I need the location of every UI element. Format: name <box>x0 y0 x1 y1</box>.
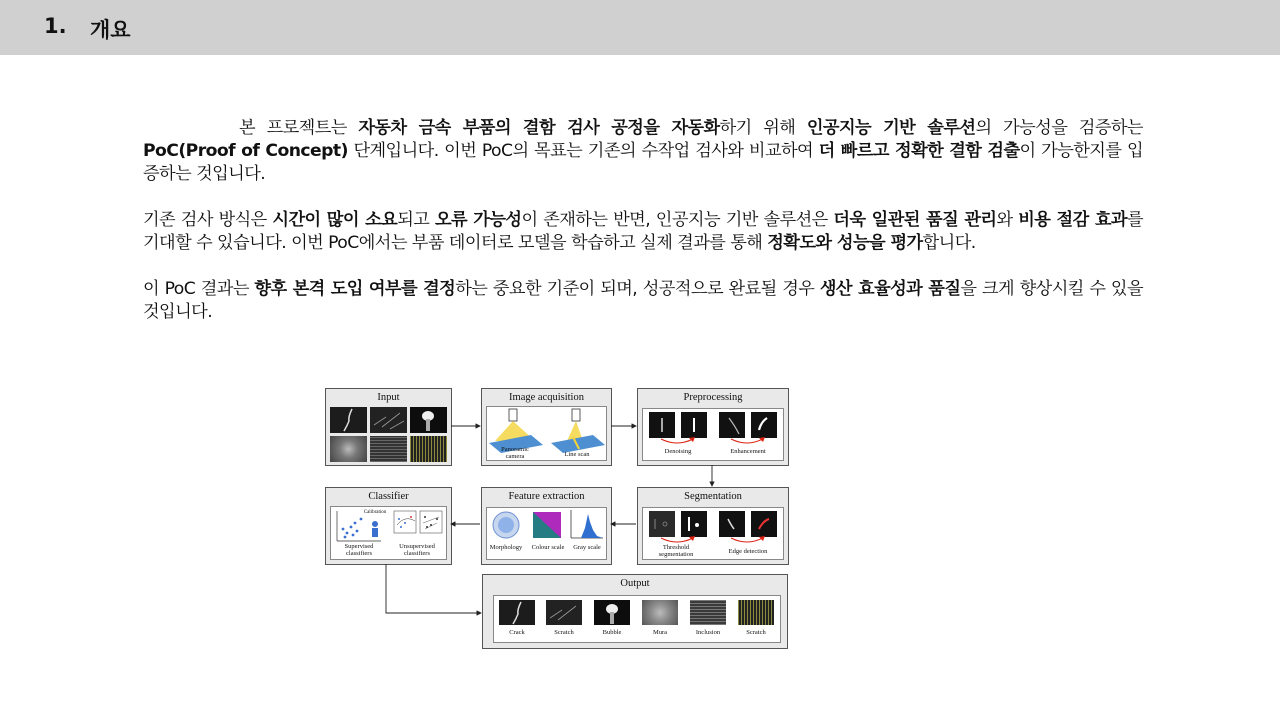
emphasis-text: 더욱 일관된 품질 관리 <box>833 210 997 230</box>
body-text-span: 기존 검사 방식은 <box>143 210 273 230</box>
paragraph-intro <box>143 117 1143 186</box>
segmentation-title: Segmentation <box>684 491 742 502</box>
body-text-span: 의 가능성을 검증하는 <box>975 118 1143 138</box>
body-text-span: 이 가능한지를 입증하는 것입니다. <box>143 141 1144 184</box>
body-text-span: 와 <box>996 210 1019 230</box>
emphasis-text: 비용 절감 효과 <box>1018 210 1127 230</box>
output-label: Mura <box>652 629 668 636</box>
preprocessing-title: Preprocessing <box>683 392 743 403</box>
paragraph-benefits <box>143 209 1143 255</box>
body-text-span: 단계입니다. 이번 PoC의 목표는 기존의 수작업 검사와 비교하여 <box>347 141 819 161</box>
output-label: Inclusion <box>695 629 721 636</box>
segmentation-caption-right: Edge detection <box>728 548 768 555</box>
output-label: Bubble <box>602 629 622 636</box>
preprocessing-caption-right: Enhancement <box>730 448 766 455</box>
input-title: Input <box>377 392 400 403</box>
classifier-caption-left: Supervised classifiers <box>344 543 374 557</box>
feature-caption-colour: Colour scale <box>531 544 565 551</box>
body-text-span: 하기 위해 <box>719 118 807 138</box>
body-text-span: 본 프로젝트는 <box>239 118 359 138</box>
emphasis-text: 자동차 금속 부품의 결함 검사 공정을 자동화 <box>358 118 720 138</box>
body-text-span: 이 PoC 결과는 <box>143 279 255 299</box>
section-title: 개요 <box>90 18 131 42</box>
emphasis-text: 시간이 많이 소요 <box>272 210 398 230</box>
feature-caption-morphology: Morphology <box>489 544 523 551</box>
acquisition-title: Image acquisition <box>509 392 584 403</box>
emphasis-text: 더 빠르고 정확한 결함 검출 <box>818 141 1020 161</box>
output-label: Crack <box>509 629 525 636</box>
paragraph-outcome <box>143 278 1143 324</box>
body-text-span: 이 존재하는 반면, 인공지능 기반 솔루션은 <box>521 210 834 230</box>
output-title: Output <box>620 578 650 589</box>
acquisition-caption-left: Panoramic camera <box>501 446 529 460</box>
overview-body <box>143 117 1143 347</box>
classifier-title: Classifier <box>368 491 409 502</box>
body-text-span: 을 크게 향상시킬 수 있을 것입니다. <box>143 279 1144 322</box>
output-label: Scratch <box>554 629 574 636</box>
body-text-span: 되고 <box>397 210 435 230</box>
emphasis-text: PoC(Proof of Concept) <box>143 141 348 161</box>
preprocessing-caption-left: Denoising <box>664 448 692 455</box>
output-label: Scratch <box>746 629 766 636</box>
emphasis-text: 오류 가능성 <box>435 210 522 230</box>
section-number: 1. <box>44 14 67 38</box>
emphasis-text: 생산 효율성과 품질 <box>819 279 961 299</box>
body-text-span: 를 기대할 수 있습니다. 이번 PoC에서는 부품 데이터로 모델을 학습하고 실제 결과를 통해 <box>143 210 1143 253</box>
body-text-span: 하는 중요한 기준이 되며, 성공적으로 완료될 경우 <box>455 279 820 299</box>
feature-caption-gray: Gray scale <box>573 544 601 551</box>
section-header <box>0 0 1280 55</box>
segmentation-caption-left: Threshold segmentation <box>658 544 694 558</box>
emphasis-text: 인공지능 기반 솔루션 <box>806 118 976 138</box>
pipeline-arrows <box>324 387 790 650</box>
feature-title: Feature extraction <box>508 491 585 502</box>
inspection-pipeline-diagram <box>324 387 790 650</box>
body-text-span: 합니다. <box>922 233 976 253</box>
emphasis-text: 정확도와 성능을 평가 <box>767 233 923 253</box>
emphasis-text: 향후 본격 도입 여부를 결정 <box>254 279 456 299</box>
classifier-plot-label: Calibration <box>363 510 387 515</box>
acquisition-caption-right: Line scan <box>564 451 590 458</box>
classifier-caption-right: Unsupervised classifiers <box>399 543 435 557</box>
